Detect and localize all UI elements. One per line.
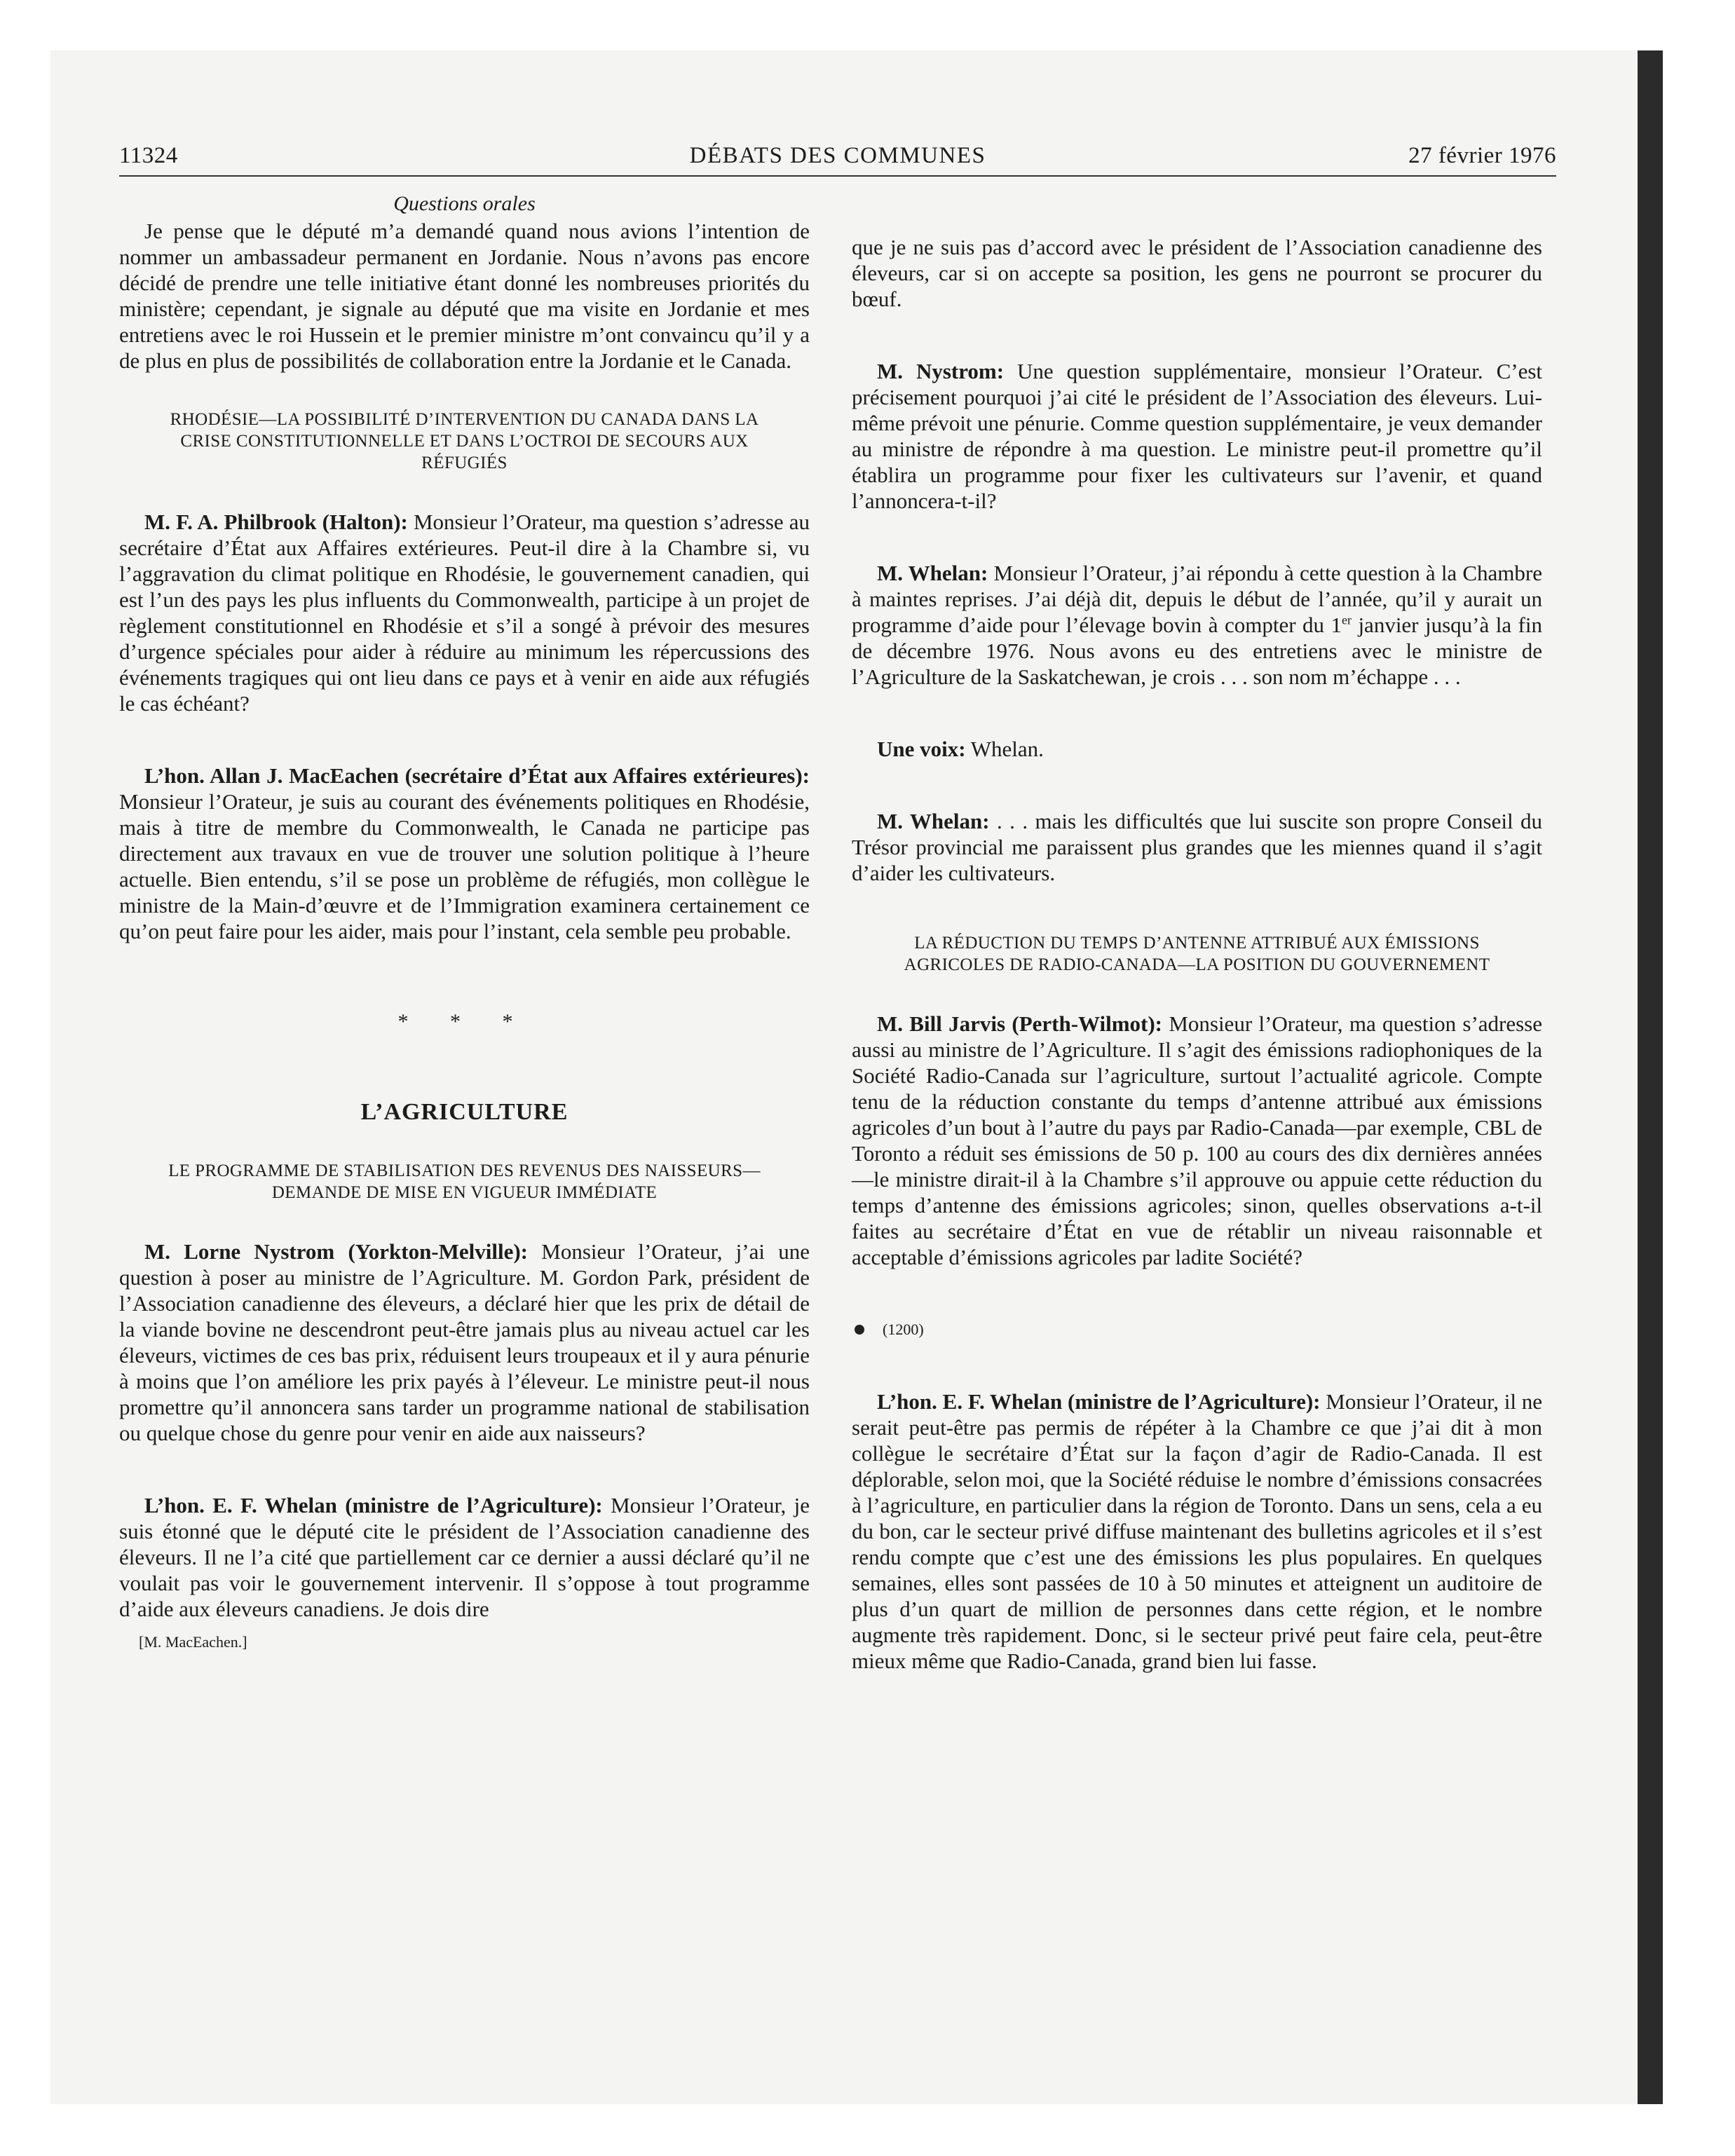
interjection-voix xyxy=(852,736,1542,762)
paragraph-continuation: que je ne suis pas d’accord avec le président de l’Association canadienne des éleveurs, car si on accepte sa position, les gens ne pourront se procurer du bœuf. xyxy=(852,235,1542,311)
speech-whelan-radio xyxy=(852,1389,1542,1674)
page-header xyxy=(119,140,1556,177)
bullet-dot-icon xyxy=(855,1325,864,1335)
speech-text: Une question supplémentaire, monsieur l’Orateur. C’est précisement pourquoi j’ai cité le président de l’Association des éleveurs. Lui-même prévoit une pénurie. Comme question supplémentaire, je veux demander au ministre de répondre à ma question. Le ministre peut-il promettre qu’il établira un programme pour fixer les cultivateurs sur l’avenir, et quand l’annoncera-t-il? xyxy=(852,359,1542,513)
speech-text: Monsieur l’Orateur, il ne serait peut-être pas permis de répéter à la Chambre ce que j’ai dit à mon collègue le secrétaire d’État sur la façon d’agir de Radio-Canada. Il est déplorable, selon moi, que la Société réduise le nombre d’émissions consacrées à l’agriculture, en particulier dans la région de Toronto. Dans un sens, cela a eu du bon, car le secteur privé diffuse maintenant des bulletins agricoles et il s’est rendu compte que c’est une des émissions les plus populaires. En quelques semaines, elles sont passées de 10 à 50 minutes et atteignent un auditoire de plus d’un quart de million de personnes dans cette région, et le nombre augmente très rapidement. Donc, si le secteur privé peut faire cela, peut-être mieux même que Radio-Canada, grand bien lui fasse. xyxy=(852,1389,1543,1673)
running-head: Questions orales xyxy=(393,192,536,215)
speaker-nystrom: M. Lorne Nystrom (Yorkton-Melville): xyxy=(144,1239,529,1264)
speech-text: Monsieur l’Orateur, ma question s’adresse aussi au ministre de l’Agriculture. Il s’agit des émissions radiophoniques de la Société Radio-Canada sur l’agriculture, surtout l’actualité agricole. Compte tenu de la réduction constante du temps d’antenne attribué aux émissions agricoles d’un bout à l’autre du pays par Radio-Canada—par exemple, CBL de Toronto a réduit ses émissions de 50 p. 100 au cours des dix dernières années—le ministre dirait-il à la Chambre s’il approuve ou appuie cette réduction du temps d’antenne des émissions agricoles; sinon, quelles observations a-t-il faites au secrétaire d’État en vue de rétablir un niveau raisonnable et acceptable d’émissions agricoles par ladite Société? xyxy=(852,1011,1542,1269)
section-heading-rhodesie: RHODÉSIE—LA POSSIBILITÉ D’INTERVENTION DU CANADA DANS LA CRISE CONSTITUTIONNELLE ET DANS L’OCTROI DE SECOURS AUX RÉFUGIÉS xyxy=(170,410,759,472)
paragraph-jordanie: Je pense que le député m’a demandé quand nous avions l’intention de nommer un ambassadeur permanent en Jordanie. Nous n’avons pas encore décidé de prendre une telle initiative étant donné les nombreuses priorités du ministère; cependant, je signale au député que ma visite en Jordanie et mes entretiens avec le roi Hussein et le premier ministre m’ont convaincu qu’il y a de plus en plus de possibilités de collaboration entre la Jordanie et le Canada. xyxy=(119,219,810,373)
scan-border-edge xyxy=(1638,50,1663,2104)
speech-nystrom-supplementary xyxy=(852,358,1542,514)
speech-jarvis xyxy=(852,1011,1542,1270)
speaker-whelan: M. Whelan: xyxy=(877,809,990,833)
speaker-nystrom: M. Nystrom: xyxy=(877,359,1005,383)
right-column xyxy=(852,234,1542,1674)
section-heading-stabilisation: LE PROGRAMME DE STABILISATION DES REVENUS DES NAISSEURS—DEMANDE DE MISE EN VIGUEUR IMMÉDIATE xyxy=(168,1161,761,1202)
speech-text: . . . mais les difficultés que lui suscite son propre Conseil du Trésor provincial me paraissent plus grandes que les miennes quand il s’agit d’aider les cultivateurs. xyxy=(852,809,1542,885)
rubric-agriculture: L’AGRICULTURE xyxy=(360,1099,569,1125)
speaker-philbrook: M. F. A. Philbrook (Halton): xyxy=(144,510,408,534)
speaker-whelan: M. Whelan: xyxy=(877,561,988,585)
speech-whelan-reply xyxy=(852,560,1542,690)
speech-maceachen xyxy=(119,763,810,944)
speech-text: Monsieur l’Orateur, je suis au courant des événements politiques en Rhodésie, mais à titre de membre du Commonwealth, le Canada ne participe pas directement aux travaux en vue de trouver une solution politique à l’heure actuelle. Bien entendu, s’il se pose un problème de réfugiés, mon collègue le ministre de la Main-d’œuvre et de l’Immigration examinera certainement ce qu’on peut faire pour les aider, mais pour l’instant, cela semble peu probable. xyxy=(119,789,810,943)
publication-title: DÉBATS DES COMMUNES xyxy=(689,143,986,168)
speech-whelan xyxy=(119,1492,810,1622)
speech-text: Monsieur l’Orateur, je suis étonné que le député cite le président de l’Association canadienne des éleveurs. Il ne l’a cité que partiellement car ce dernier a aussi déclaré qu’il ne voulait pas voir le gouvernement intervenir. Il s’oppose à tout programme d’aide aux éleveurs canadiens. Je dois dire xyxy=(119,1493,810,1621)
document-page xyxy=(119,140,1556,2089)
left-column xyxy=(119,191,810,1655)
page-date: 27 février 1976 xyxy=(1408,143,1556,168)
time-marker xyxy=(855,1316,1542,1342)
speaker-whelan: L’hon. E. F. Whelan (ministre de l’Agriculture): xyxy=(144,1493,603,1517)
speech-text: janvier jusqu’à la fin de décembre 1976. Nous avons eu des entretiens avec le ministre de l’Agriculture de la Saskatchewan, je crois . . . son nom m’échappe . . . xyxy=(852,613,1542,689)
speech-text: Monsieur l’Orateur, j’ai une question à poser au ministre de l’Agriculture. M. Gordon Park, président de l’Association canadienne des éleveurs, a déclaré hier que les prix de détail de la viande bovine ne descendront peut-être jamais plus au niveau actuel car les éleveurs, victimes de ces bas prix, réduisent leurs troupeaux et il y aura pénurie à moins que l’on améliore les prix payés à l’éleveur. Le ministre peut-il nous promettre qu’il annoncera sans tarder un programme national de stabilisation ou quelque chose du genre pour venir en aide aux naisseurs? xyxy=(119,1239,810,1445)
speaker-whelan: L’hon. E. F. Whelan (ministre de l’Agriculture): xyxy=(877,1389,1321,1414)
speech-nystrom xyxy=(119,1239,810,1446)
speech-text: Monsieur l’Orateur, ma question s’adresse au secrétaire d’État aux Affaires extérieures. Peut-il dire à la Chambre si, vu l’aggravation du climat politique en Rhodésie, le gouvernement canadien, qui est l’un des pays les plus influents du Commonwealth, participe à un projet de règlement constitutionnel en Rhodésie et s’il a songé à prévoir des mesures d’urgence spéciales pour aider à réduire au minimum les répercussions des événements tragiques qui ont lieu dans ce pays et à venir en aide aux réfugiés le cas échéant? xyxy=(119,510,810,716)
time-marker-label: (1200) xyxy=(883,1321,924,1338)
section-heading-radio-canada: LA RÉDUCTION DU TEMPS D’ANTENNE ATTRIBUÉ AUX ÉMISSIONS AGRICOLES DE RADIO-CANADA—LA POSITION DU GOUVERNEMENT xyxy=(904,934,1490,974)
speech-philbrook xyxy=(119,509,810,716)
section-separator-stars: * * * xyxy=(397,1010,531,1033)
speaker-une-voix: Une voix: xyxy=(877,737,966,761)
ordinal-superscript: er xyxy=(1341,613,1352,627)
speech-whelan-continued xyxy=(852,808,1542,886)
speech-text: Whelan. xyxy=(970,737,1044,761)
page-footnote: [M. MacEachen.] xyxy=(139,1633,247,1651)
page-number: 11324 xyxy=(119,143,178,168)
speech-text: Monsieur l’Orateur, j’ai répondu à cette question à la Chambre à maintes reprises. J’ai déjà dit, depuis le début de l’année, qu’il y aurait un programme d’aide pour l’élevage bovin à compter du 1 xyxy=(852,561,1542,637)
speaker-maceachen: L’hon. Allan J. MacEachen (secrétaire d’État aux Affaires extérieures): xyxy=(144,763,810,788)
speaker-jarvis: M. Bill Jarvis (Perth-Wilmot): xyxy=(877,1011,1162,1036)
